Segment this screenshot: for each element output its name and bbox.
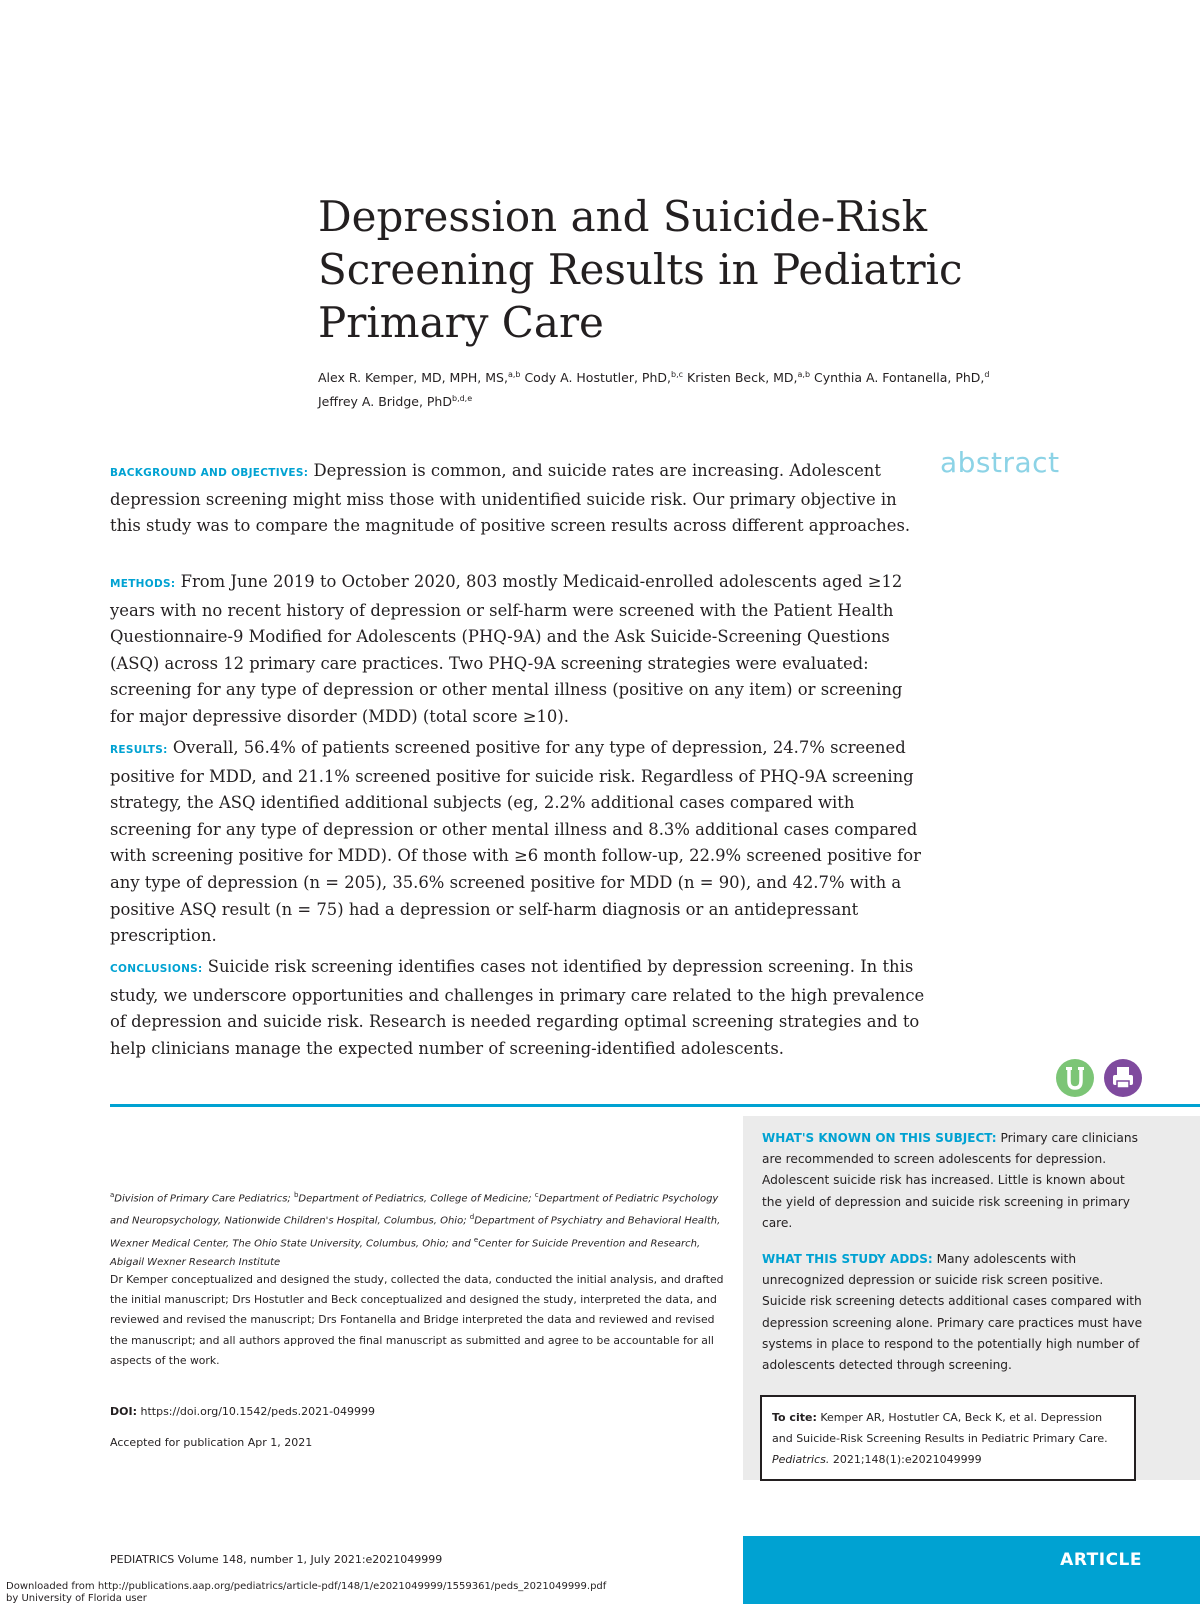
affiliation-mark: b [293, 1191, 299, 1199]
author-name: Alex R. Kemper, MD, MPH, MS, [318, 370, 508, 386]
affiliation-text: Department of Pediatrics, College of Medicine; [298, 1193, 535, 1205]
author-affiliation-mark: b,d,e [451, 394, 473, 404]
affiliation-text: Division of Primary Care Pediatrics; [114, 1193, 294, 1205]
citation-box [760, 1395, 1136, 1481]
author-line [318, 388, 1078, 412]
accepted-date: Accepted for publication Apr 1, 2021 [110, 1436, 313, 1449]
doi-line [110, 1405, 730, 1418]
affiliation-mark: e [473, 1235, 479, 1244]
affiliation-text: Center for Suicide Prevention and Research, Abigail Wexner Research Institute [110, 1237, 701, 1268]
article-badges [1056, 1059, 1144, 1099]
study-adds-box [762, 1249, 1144, 1376]
article-title [318, 190, 1078, 349]
author-affiliations [110, 1186, 730, 1272]
author-name: Cynthia A. Fontanella, PhD, [810, 370, 985, 386]
download-notice [6, 1581, 606, 1604]
title-line: Primary Care [318, 298, 604, 347]
section-text: Suicide risk screening identifies cases not identified by depression screening. In this study, we underscore opportunities and challenges in primary care related to the high prevalence of depression and suicide risk. Research is needed regarding optimal screening strategies and to help clinicians manage the expected number of screening-identified adolescents. [110, 957, 925, 1058]
doi-link[interactable]: https://doi.org/10.1542/peds.2021-049999 [140, 1405, 376, 1418]
open-access-icon[interactable] [1056, 1059, 1094, 1097]
author-affiliation-mark: a,b [507, 370, 521, 379]
citation-ref: 2021;148(1):e2021049999 [832, 1453, 982, 1466]
citation-body: Kemper AR, Hostutler CA, Beck K, et al. Depression and Suicide-Risk Screening Results in Pediatric Primary Care. [772, 1411, 1108, 1445]
author-affiliation-mark: d [984, 370, 990, 379]
sidebar-text: Many adolescents with unrecognized depression or suicide risk screen positive. Suicide risk screening detects additional cases compared with depression screening alone. Primary care practices must have systems in place to respond to the potentially high number of adolescents detected through screening. [762, 1252, 1143, 1373]
affiliation-text: Department of Psychiatry and Behavioral Health, Wexner Medical Center, The Ohio State University, Columbus, Ohio; and [110, 1215, 721, 1249]
author-name: Kristen Beck, MD, [683, 370, 798, 386]
author-name: Cody A. Hostutler, PhD, [520, 370, 671, 386]
article-type-label: ARTICLE [1060, 1550, 1142, 1570]
affiliation-mark: c [534, 1191, 539, 1199]
section-label: RESULTS: [110, 744, 168, 756]
citation-journal: Pediatrics. [772, 1453, 830, 1466]
article-type-bar [743, 1536, 1200, 1604]
author-list [318, 364, 1078, 412]
abstract-conclusions [110, 954, 925, 1062]
section-text: From June 2019 to October 2020, 803 mostly Medicaid-enrolled adolescents aged ≥12 years with no recent history of depression or self-harm were screened with the Patient Health Questionnaire-9 Modified for Adolescents (PHQ-9A) and the Ask Suicide-Screening Questions (ASQ) across 12 primary care practices. Two PHQ-9A screening strategies were evaluated: screening for any type of depression or other mental illness (positive on any item) or screening for major depressive disorder (MDD) (total score ≥10). [110, 572, 903, 726]
doi-label: DOI: [110, 1405, 137, 1418]
affiliation-mark: d [469, 1213, 475, 1222]
sidebar-label: WHAT THIS STUDY ADDS: [762, 1252, 933, 1266]
whats-known-box [762, 1128, 1144, 1234]
abstract-background [110, 458, 925, 540]
author-line [318, 364, 1078, 388]
section-text: Overall, 56.4% of patients screened positive for any type of depression, 24.7% screened positive for MDD, and 21.1% screened positive for suicide risk. Regardless of PHQ-9A screening strategy, the ASQ identified additional subjects (eg, 2.2% additional cases compared with screening for any type of depression or other mental illness and 8.3% additional cases compared with screening positive for MDD). Of those with ≥6 month follow-up, 22.9% screened positive for any type of depression (n = 205), 35.6% screened positive for MDD (n = 90), and 42.7% with a positive ASQ result (n = 75) had a depression or self-harm diagnosis or an antidepressant prescription. [110, 738, 921, 946]
abstract-heading: abstract [940, 446, 1060, 479]
summary-sidebar [743, 1116, 1200, 1480]
download-line: Downloaded from http://publications.aap.org/pediatrics/article-pdf/148/1/e2021049999/1559361/peds_2021049999.pdf [6, 1581, 607, 1592]
section-label: CONCLUSIONS: [110, 963, 203, 975]
title-line: Screening Results in Pediatric [318, 245, 963, 294]
download-line: by University of Florida user [6, 1592, 147, 1604]
title-line: Depression and Suicide-Risk [318, 192, 928, 241]
print-icon[interactable] [1104, 1059, 1142, 1097]
author-contributions: Dr Kemper conceptualized and designed the study, collected the data, conducted the initial analysis, and drafted the initial manuscript; Drs Hostutler and Beck conceptualized and designed the study, interpreted the data, and reviewed and revised the manuscript; Drs Fontanella and Bridge interpreted the data and reviewed and revised the manuscript; and all authors approved the final manuscript as submitted and agree to be accountable for all aspects of the work. [110, 1273, 724, 1367]
affiliation-text: Department of Pediatric Psychology and Neuropsychology, Nationwide Children's Hospital, Columbus, Ohio; [110, 1193, 719, 1227]
section-text: Depression is common, and suicide rates are increasing. Adolescent depression screening might miss those with unidentified suicide risk. Our primary objective in this study was to compare the magnitude of positive screen results across different approaches. [110, 461, 911, 536]
citation-label: To cite: [772, 1411, 817, 1424]
section-divider [110, 1104, 1200, 1107]
author-affiliation-mark: b,c [671, 370, 684, 379]
citation-text [772, 1407, 1122, 1470]
affiliation-mark: a [110, 1191, 115, 1199]
sidebar-label: WHAT'S KNOWN ON THIS SUBJECT: [762, 1131, 997, 1145]
abstract-results [110, 735, 925, 950]
journal-footer: PEDIATRICS Volume 148, number 1, July 2021:e2021049999 [110, 1553, 443, 1566]
section-label: METHODS: [110, 578, 176, 590]
author-name: Jeffrey A. Bridge, PhD [318, 394, 452, 410]
sidebar-text: Primary care clinicians are recommended to screen adolescents for depression. Adolescent suicide risk has increased. Little is known about the yield of depression and suicide risk screening in primary care. [762, 1131, 1138, 1230]
section-label: BACKGROUND AND OBJECTIVES: [110, 467, 309, 479]
author-affiliation-mark: a,b [797, 370, 811, 379]
abstract-methods [110, 569, 925, 731]
